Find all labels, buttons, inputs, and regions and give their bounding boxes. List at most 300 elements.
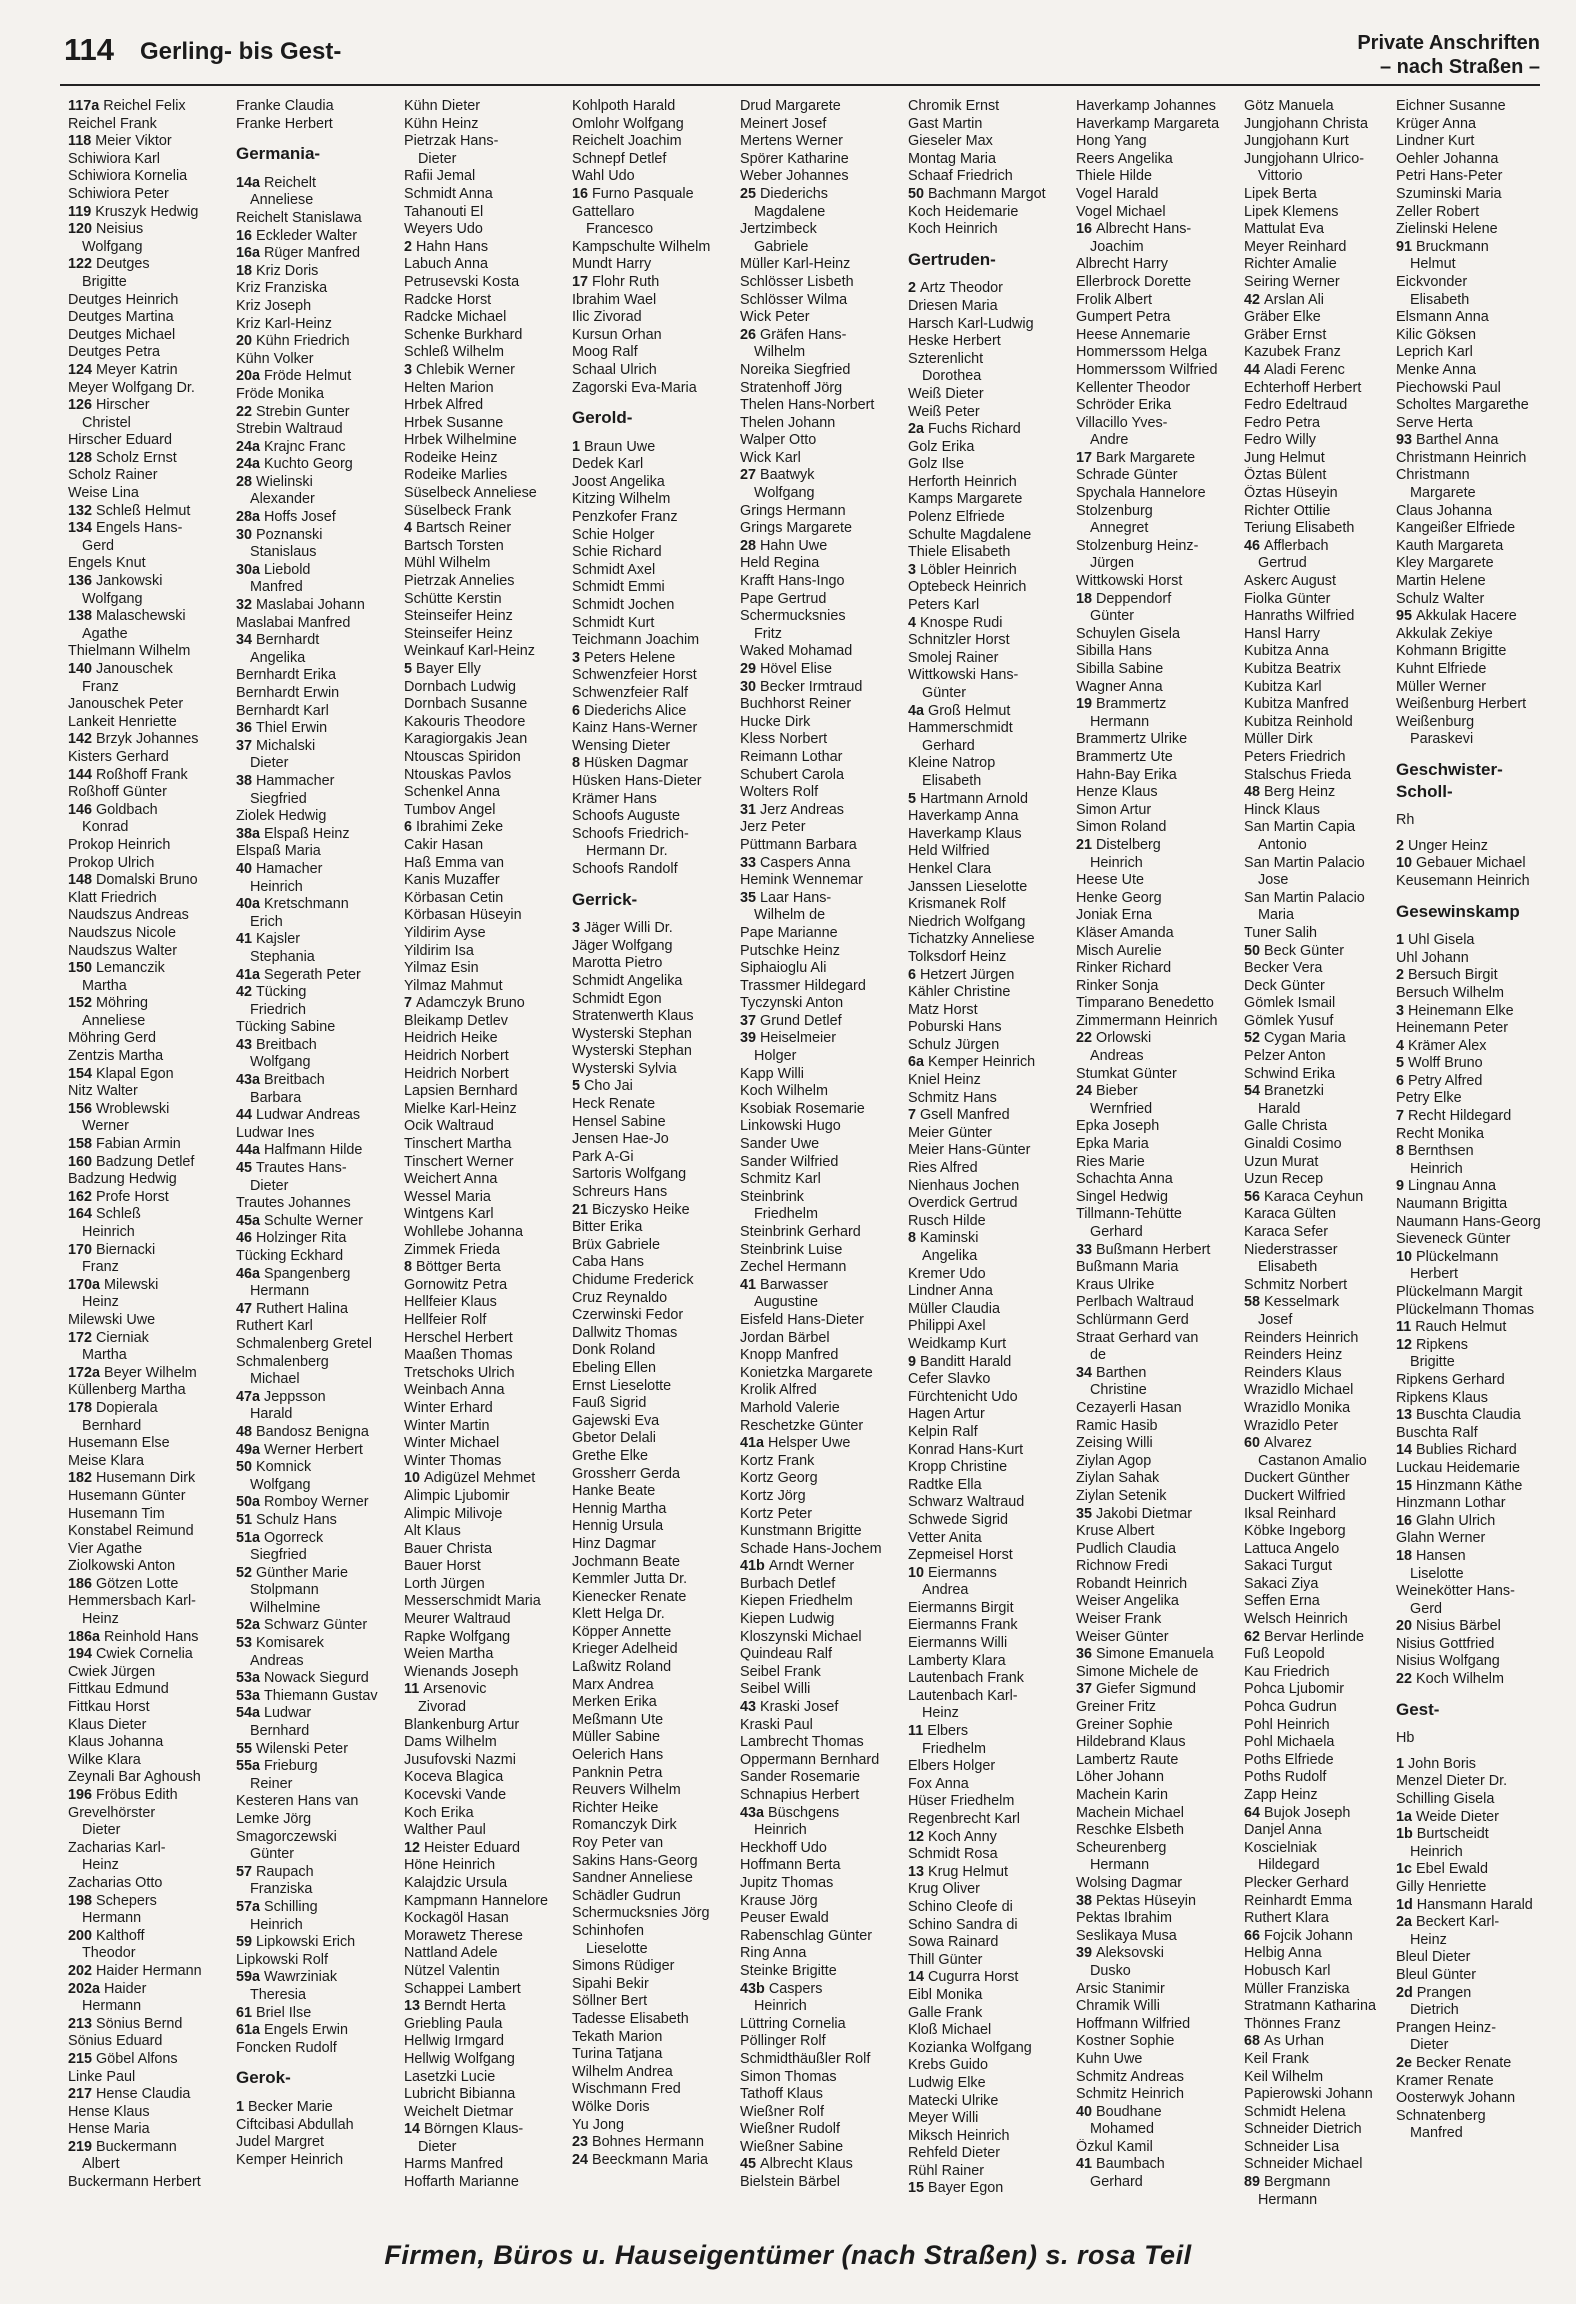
resident-entry: Kau Friedrich bbox=[1244, 1663, 1330, 1680]
house-number: 162 bbox=[68, 1188, 93, 1205]
house-number: 55 bbox=[236, 1740, 253, 1757]
resident-entry: 53 Komisarek bbox=[236, 1635, 324, 1652]
entry-continuation: Hermann bbox=[82, 1998, 142, 2015]
resident-entry: 38 Pektas Hüseyin bbox=[1076, 1892, 1196, 1909]
resident-entry: Heske Herbert bbox=[908, 333, 1001, 350]
house-number: 186 bbox=[68, 1575, 93, 1592]
resident-entry: Körbasan Hüseyin bbox=[404, 907, 522, 924]
resident-entry: Fedro Edeltraud bbox=[1244, 397, 1348, 414]
spacer bbox=[236, 2091, 408, 2099]
house-number: 37 bbox=[740, 1012, 757, 1029]
directory-column bbox=[404, 98, 576, 2208]
resident-entry: Simon Artur bbox=[1076, 801, 1152, 818]
resident-entry: 136 Jankowski bbox=[68, 573, 163, 590]
house-number: 3 bbox=[404, 361, 413, 378]
resident-entry: Schnepf Detlef bbox=[572, 150, 667, 167]
resident-entry: 18 Hansen bbox=[1396, 1547, 1466, 1564]
resident-entry: Brammertz Ute bbox=[1076, 748, 1173, 765]
entry-continuation: Manfred bbox=[250, 579, 303, 596]
resident-entry: Seiring Werner bbox=[1244, 273, 1340, 290]
house-number: 196 bbox=[68, 1787, 93, 1803]
house-number: 22 bbox=[1076, 1030, 1093, 1047]
resident-entry: 146 Goldbach bbox=[68, 801, 158, 818]
resident-entry: Haverkamp Anna bbox=[908, 808, 1019, 825]
resident-entry: Zechel Hermann bbox=[740, 1259, 847, 1276]
resident-entry: 16a Rüger Manfred bbox=[236, 245, 361, 262]
resident-entry: 27 Baatwyk bbox=[740, 467, 815, 484]
house-number: 30 bbox=[740, 678, 757, 695]
house-number: 15 bbox=[1396, 1477, 1413, 1494]
resident-entry: Dornbach Ludwig bbox=[404, 678, 516, 695]
section-subtitle: – nach Straßen – bbox=[1379, 56, 1540, 78]
resident-entry: Schermucksnies bbox=[740, 608, 846, 625]
resident-entry: Kremer Udo bbox=[908, 1265, 986, 1282]
resident-entry: 40a Kretschmann bbox=[236, 896, 349, 913]
page-header bbox=[60, 28, 1540, 84]
house-number: 202 bbox=[68, 1962, 93, 1979]
resident-entry: Uhl Johann bbox=[1396, 949, 1469, 966]
house-number: 51a bbox=[236, 1529, 261, 1546]
resident-entry: Wysterski Stephan bbox=[572, 1025, 692, 1042]
house-number: 6 bbox=[404, 819, 413, 836]
resident-entry: Menzel Dieter Dr. bbox=[1396, 1773, 1508, 1790]
entry-continuation: Bernhard bbox=[250, 1723, 310, 1740]
resident-entry: Fiolka Günter bbox=[1244, 590, 1331, 607]
resident-entry: Badzung Hedwig bbox=[68, 1171, 177, 1188]
resident-entry: Glahn Werner bbox=[1396, 1530, 1486, 1547]
resident-entry: Lipek Klemens bbox=[1244, 203, 1339, 220]
resident-entry: Schmidt Kurt bbox=[572, 614, 655, 631]
resident-entry: 1 Uhl Gisela bbox=[1396, 932, 1475, 949]
resident-entry: Weinbach Anna bbox=[404, 1382, 505, 1399]
house-number: 48 bbox=[1244, 784, 1261, 801]
resident-entry: Turina Tatjana bbox=[572, 2046, 663, 2063]
resident-entry: Wienands Joseph bbox=[404, 1663, 519, 1680]
resident-entry: Grevelhörster bbox=[68, 1804, 156, 1821]
resident-entry: Kuhnt Elfriede bbox=[1396, 661, 1487, 677]
spacer bbox=[1396, 749, 1544, 757]
resident-entry: Harms Manfred bbox=[404, 2156, 504, 2173]
resident-entry: Tinschert Martha bbox=[404, 1136, 512, 1153]
resident-entry: 66 Fojcik Johann bbox=[1244, 1927, 1353, 1944]
resident-entry: Bleul Günter bbox=[1396, 1966, 1476, 1983]
entry-continuation: Wolfgang bbox=[250, 1054, 311, 1071]
house-number: 156 bbox=[68, 1100, 93, 1117]
resident-entry: Süselbeck Frank bbox=[404, 502, 512, 519]
resident-entry: Krug Oliver bbox=[908, 1881, 980, 1898]
resident-entry: 142 Brzyk Johannes bbox=[68, 731, 199, 748]
resident-entry: 21 Biczysko Heike bbox=[572, 1201, 690, 1218]
resident-entry: 29 Hövel Elise bbox=[740, 661, 832, 677]
house-number: 27 bbox=[740, 467, 757, 484]
resident-entry: Sartoris Wolfgang bbox=[572, 1166, 687, 1183]
resident-entry: 36 Thiel Erwin bbox=[236, 720, 328, 737]
resident-entry: Echterhoff Herbert bbox=[1244, 379, 1362, 396]
section-title: Private Anschriften bbox=[1357, 32, 1540, 54]
resident-entry: Kühn Heinz bbox=[404, 115, 479, 132]
resident-entry: Deutges Petra bbox=[68, 344, 160, 361]
resident-entry: Meurer Waltraud bbox=[404, 1611, 511, 1628]
resident-entry: Kubitza Reinhold bbox=[1244, 713, 1353, 730]
resident-entry: Pudlich Claudia bbox=[1076, 1540, 1176, 1557]
resident-entry: Weidkamp Kurt bbox=[908, 1335, 1007, 1352]
spacer bbox=[1396, 804, 1544, 812]
resident-entry: Akkulak Zekiye bbox=[1396, 625, 1493, 642]
resident-entry: Petri Hans-Peter bbox=[1396, 168, 1503, 185]
resident-entry: Weichelt Dietmar bbox=[404, 2103, 514, 2120]
resident-entry: Schröder Erika bbox=[1076, 397, 1172, 414]
resident-entry: 44 Aladi Ferenc bbox=[1244, 361, 1345, 378]
resident-entry: Tichatzky Anneliese bbox=[908, 931, 1035, 948]
resident-entry: Singel Hedwig bbox=[1076, 1188, 1168, 1205]
resident-entry: Walther Paul bbox=[404, 1822, 486, 1839]
resident-entry: Schwarz Waltraud bbox=[908, 1494, 1025, 1511]
resident-entry: Ramic Hasib bbox=[1076, 1417, 1158, 1434]
house-number: 1b bbox=[1396, 1826, 1413, 1843]
resident-entry: Weinkauf Karl-Heinz bbox=[404, 643, 535, 660]
footer-note: Firmen, Büros u. Hauseigentümer (nach Straßen) s. rosa Teil bbox=[384, 2240, 1192, 2270]
entry-continuation: Siegfried bbox=[250, 790, 307, 807]
resident-entry: Wolsing Dagmar bbox=[1076, 1874, 1183, 1891]
resident-entry: Ripkens Gerhard bbox=[1396, 1371, 1505, 1388]
resident-entry: Sakins Hans-Georg bbox=[572, 1852, 698, 1869]
resident-entry: 20 Nisius Bärbel bbox=[1396, 1618, 1501, 1635]
entry-continuation: Siegfried bbox=[250, 1547, 307, 1564]
resident-entry: 57a Schilling bbox=[236, 1898, 318, 1915]
resident-entry: Köbke Ingeborg bbox=[1244, 1523, 1346, 1540]
resident-entry: Schmitz Hans bbox=[908, 1089, 997, 1106]
house-number: 20 bbox=[236, 333, 253, 350]
resident-entry: Hanke Beate bbox=[572, 1483, 656, 1500]
resident-entry: Niederstrasser bbox=[1244, 1241, 1338, 1258]
resident-entry: Vetter Anita bbox=[908, 1529, 982, 1546]
resident-entry: Tolksdorf Heinz bbox=[908, 948, 1007, 965]
house-number: 22 bbox=[1396, 1671, 1413, 1688]
resident-entry: Heidrich Norbert bbox=[404, 1048, 509, 1065]
house-number: 54 bbox=[1244, 1083, 1261, 1100]
house-number: 28a bbox=[236, 509, 261, 526]
resident-entry: Maslabai Manfred bbox=[236, 614, 351, 631]
resident-entry: Pietrzak Annelies bbox=[404, 573, 515, 590]
resident-entry: Askerc August bbox=[1244, 573, 1336, 590]
house-number: 2a bbox=[1396, 1914, 1413, 1931]
resident-entry: Rusch Hilde bbox=[908, 1212, 986, 1229]
resident-entry: 160 Badzung Detlef bbox=[68, 1153, 195, 1170]
resident-entry: Laßwitz Roland bbox=[572, 1659, 672, 1676]
resident-entry: Heidrich Heike bbox=[404, 1030, 498, 1047]
resident-entry: 198 Schepers bbox=[68, 1892, 157, 1909]
resident-entry: 36 Simone Emanuela bbox=[1076, 1646, 1214, 1663]
house-number: 43a bbox=[236, 1072, 261, 1089]
resident-entry: Weien Martha bbox=[404, 1646, 494, 1663]
resident-entry: 1d Hansmann Harald bbox=[1396, 1896, 1533, 1913]
resident-entry: Grings Margarete bbox=[740, 520, 852, 537]
resident-entry: Pape Marianne bbox=[740, 924, 838, 941]
house-number: 2e bbox=[1396, 2054, 1413, 2071]
resident-entry: Kohlpoth Harald bbox=[572, 98, 676, 114]
house-number: 8 bbox=[908, 1230, 917, 1247]
page-number: 114 bbox=[64, 32, 115, 67]
resident-entry: Kienecker Renate bbox=[572, 1588, 687, 1605]
resident-entry: 202a Haider bbox=[68, 1980, 147, 1997]
resident-entry: Schoofs Friedrich- bbox=[572, 825, 689, 842]
resident-entry: 5 Cho Jai bbox=[572, 1078, 633, 1095]
resident-entry: Schiwiora Peter bbox=[68, 185, 169, 202]
house-number: 148 bbox=[68, 872, 93, 889]
resident-entry: Krismanek Rolf bbox=[908, 896, 1006, 913]
entry-continuation: Martha bbox=[82, 977, 127, 994]
resident-entry: Schie Richard bbox=[572, 544, 662, 561]
resident-entry: Schoofs Randolf bbox=[572, 860, 678, 877]
resident-entry: Heese Annemarie bbox=[1076, 326, 1191, 343]
resident-entry: 1a Weide Dieter bbox=[1396, 1808, 1499, 1825]
resident-entry: Naumann Brigitta bbox=[1396, 1196, 1508, 1213]
resident-entry: Schnitzler Horst bbox=[908, 632, 1010, 649]
resident-entry: Dallwitz Thomas bbox=[572, 1324, 678, 1341]
house-number: 16 bbox=[1076, 221, 1093, 238]
house-number: 29 bbox=[740, 661, 757, 677]
resident-entry: Schulz Jürgen bbox=[908, 1036, 1000, 1053]
resident-entry: Hagen Artur bbox=[908, 1406, 985, 1423]
entry-continuation: Günter bbox=[922, 685, 966, 701]
house-number: 1 bbox=[236, 2098, 245, 2115]
spacer bbox=[1396, 1722, 1544, 1730]
resident-entry: Schleß Wilhelm bbox=[404, 344, 504, 361]
resident-entry: Lindner Kurt bbox=[1396, 133, 1475, 150]
entry-continuation: Barbara bbox=[250, 1089, 302, 1106]
house-number: 45a bbox=[236, 1212, 261, 1229]
resident-entry: 52 Günther Marie bbox=[236, 1564, 348, 1581]
resident-entry: Pektas Ibrahim bbox=[1076, 1910, 1172, 1927]
resident-entry: 14 Bublies Richard bbox=[1396, 1442, 1517, 1459]
resident-entry: Schneider Dietrich bbox=[1244, 2121, 1362, 2138]
house-number: 50a bbox=[236, 1494, 261, 1511]
resident-entry: 3 Löbler Heinrich bbox=[908, 561, 1017, 578]
resident-entry: Hemmersbach Karl- bbox=[68, 1593, 196, 1610]
resident-entry: Prangen Heinz- bbox=[1396, 2019, 1496, 2036]
resident-entry: 2d Prangen bbox=[1396, 1984, 1472, 2001]
resident-entry: Christmann bbox=[1396, 467, 1470, 484]
resident-entry: 40 Boudhane bbox=[1076, 2103, 1162, 2120]
spacer bbox=[572, 879, 744, 887]
resident-entry: Hobusch Karl bbox=[1244, 1962, 1331, 1979]
house-number: 3 bbox=[572, 649, 581, 666]
resident-entry: Möhring Gerd bbox=[68, 1030, 156, 1047]
resident-entry: 4 Krämer Alex bbox=[1396, 1037, 1487, 1054]
resident-entry: Reers Angelika bbox=[1076, 150, 1173, 167]
resident-entry: 26 Gräfen Hans- bbox=[740, 326, 847, 343]
resident-entry: Trassmer Hildegard bbox=[740, 977, 866, 994]
resident-entry: Szterenlicht bbox=[908, 350, 984, 367]
entry-continuation: Wernfried bbox=[1090, 1100, 1153, 1117]
house-number: 62 bbox=[1244, 1628, 1261, 1645]
resident-entry: Held Regina bbox=[740, 555, 820, 572]
resident-entry: Rehfeld Dieter bbox=[908, 2145, 1000, 2162]
resident-entry: Tadesse Elisabeth bbox=[572, 2010, 689, 2027]
entry-continuation: Günter bbox=[250, 1846, 294, 1863]
resident-entry: Sibilla Hans bbox=[1076, 643, 1152, 660]
resident-entry: Kesteren Hans van bbox=[236, 1793, 359, 1810]
entry-continuation: Augustine bbox=[754, 1294, 819, 1311]
resident-entry: Pohl Heinrich bbox=[1244, 1716, 1330, 1733]
resident-entry: 12 Heister Eduard bbox=[404, 1839, 521, 1856]
resident-entry: 62 Bervar Herlinde bbox=[1244, 1628, 1364, 1645]
house-number: 2 bbox=[1396, 967, 1405, 984]
resident-entry: Held Wilfried bbox=[908, 843, 990, 860]
resident-entry: Chramik Willi bbox=[1076, 1998, 1160, 2015]
directory-column bbox=[236, 98, 408, 2208]
resident-entry: Zacharias Karl- bbox=[68, 1839, 166, 1856]
resident-entry: Konietzka Margarete bbox=[740, 1364, 873, 1381]
house-number: 49a bbox=[236, 1441, 261, 1458]
resident-entry: Fauß Sigrid bbox=[572, 1395, 647, 1412]
house-number: 52 bbox=[236, 1564, 253, 1581]
house-number: 21 bbox=[572, 1201, 589, 1218]
resident-entry: Alimpic Ljubomir bbox=[404, 1487, 510, 1504]
resident-entry: Wießner Sabine bbox=[740, 2138, 844, 2155]
resident-entry: Franke Claudia bbox=[236, 98, 334, 114]
house-number: 50 bbox=[236, 1459, 253, 1476]
house-number: 12 bbox=[404, 1839, 421, 1856]
entry-continuation: Dieter bbox=[418, 150, 457, 167]
resident-entry: Weyers Udo bbox=[404, 221, 483, 238]
resident-entry: Kunstmann Brigitte bbox=[740, 1523, 862, 1540]
resident-entry: Tinschert Werner bbox=[404, 1153, 514, 1170]
entry-continuation: Wilhelm de bbox=[754, 907, 826, 924]
resident-entry: Jochmann Beate bbox=[572, 1553, 681, 1570]
house-number: 18 bbox=[1076, 590, 1093, 607]
resident-entry: Griebling Paula bbox=[404, 2015, 503, 2032]
spacer bbox=[572, 431, 744, 439]
resident-entry: Hucke Dirk bbox=[740, 713, 811, 730]
resident-entry: Schulz Walter bbox=[1396, 590, 1485, 607]
entry-continuation: Maria bbox=[1258, 907, 1294, 924]
resident-entry: Tuner Salih bbox=[1244, 924, 1318, 941]
entry-continuation: Vittorio bbox=[1258, 168, 1303, 185]
entry-continuation: Heinrich bbox=[82, 1224, 135, 1240]
resident-entry: 43a Breitbach bbox=[236, 1072, 325, 1089]
resident-entry: Labuch Anna bbox=[404, 256, 489, 273]
resident-entry: Gräber Elke bbox=[1244, 309, 1321, 326]
resident-entry: Husemann Günter bbox=[68, 1487, 186, 1504]
house-number: 38a bbox=[236, 825, 261, 842]
resident-entry: 64 Bujok Joseph bbox=[1244, 1804, 1351, 1821]
house-number: 60 bbox=[1244, 1435, 1261, 1452]
house-number: 150 bbox=[68, 960, 93, 977]
resident-entry: Kisters Gerhard bbox=[68, 748, 169, 765]
house-number: 140 bbox=[68, 661, 93, 677]
resident-entry: Strebin Waltraud bbox=[236, 421, 343, 438]
entry-continuation: Dusko bbox=[1090, 1962, 1131, 1979]
resident-entry: Donk Roland bbox=[572, 1342, 656, 1359]
resident-entry: 35 Laar Hans- bbox=[740, 889, 832, 906]
resident-entry: Bleul Dieter bbox=[1396, 1949, 1471, 1966]
resident-entry: Rafii Jemal bbox=[404, 168, 476, 185]
resident-entry: Meyer Reinhard bbox=[1244, 238, 1347, 255]
resident-entry: 126 Hirscher bbox=[68, 397, 150, 414]
resident-entry: Hellfeier Rolf bbox=[404, 1311, 487, 1328]
entry-continuation: Hermann bbox=[1090, 713, 1150, 730]
entry-continuation: Heinrich bbox=[1090, 854, 1143, 871]
resident-entry: Wrazidlo Michael bbox=[1244, 1382, 1354, 1399]
house-number: 37 bbox=[1076, 1681, 1093, 1698]
resident-entry: 200 Kalthoff bbox=[68, 1927, 145, 1944]
resident-entry: 16 Albrecht Hans- bbox=[1076, 221, 1192, 238]
entry-continuation: Angelika bbox=[250, 649, 306, 666]
resident-entry: Meise Klara bbox=[68, 1452, 144, 1469]
resident-entry: Oosterwyk Johann bbox=[1396, 2090, 1516, 2107]
resident-entry: Yilmaz Esin bbox=[404, 960, 479, 977]
resident-entry: 89 Bergmann bbox=[1244, 2174, 1331, 2191]
resident-entry: Krause Jörg bbox=[740, 1892, 818, 1909]
resident-entry: Deck Günter bbox=[1244, 977, 1325, 994]
resident-entry: Heck Renate bbox=[572, 1096, 656, 1113]
resident-entry: Cwiek Jürgen bbox=[68, 1663, 156, 1680]
resident-entry: Naudszus Nicole bbox=[68, 924, 176, 941]
resident-entry: Bielstein Bärbel bbox=[740, 2174, 840, 2191]
resident-entry: Kohmann Brigitte bbox=[1396, 643, 1507, 660]
resident-entry: Gräber Ernst bbox=[1244, 326, 1327, 343]
resident-entry: Naumann Hans-Georg bbox=[1396, 1213, 1541, 1230]
resident-entry: Richter Amalie bbox=[1244, 256, 1337, 273]
resident-entry: Epka Joseph bbox=[1076, 1118, 1160, 1135]
resident-entry: 186 Götzen Lotte bbox=[68, 1575, 179, 1592]
house-number: 8 bbox=[1396, 1143, 1405, 1160]
resident-entry: 4a Groß Helmut bbox=[908, 702, 1011, 719]
resident-entry: Müller Dirk bbox=[1244, 731, 1313, 748]
resident-entry: Keil Wilhelm bbox=[1244, 2068, 1324, 2085]
resident-entry: Wilhelm Andrea bbox=[572, 2063, 673, 2080]
resident-entry: 39 Aleksovski bbox=[1076, 1945, 1164, 1962]
resident-entry: Steinke Brigitte bbox=[740, 1962, 837, 1979]
resident-entry: Polenz Elfriede bbox=[908, 509, 1005, 526]
house-number: 14a bbox=[236, 174, 261, 191]
entry-continuation: Wolfgang bbox=[82, 238, 143, 255]
resident-entry: Fröde Monika bbox=[236, 385, 324, 402]
house-number: 10 bbox=[1396, 1248, 1413, 1265]
resident-entry: Kloszynski Michael bbox=[740, 1628, 862, 1645]
resident-entry: Ziylan Sahak bbox=[1076, 1470, 1160, 1487]
resident-entry: Schmidt Angelika bbox=[572, 972, 683, 989]
entry-continuation: Christel bbox=[82, 414, 131, 431]
resident-entry: Lindner Anna bbox=[908, 1283, 993, 1300]
resident-entry: 19 Brammertz bbox=[1076, 696, 1167, 713]
resident-entry: 25 Diederichs bbox=[740, 185, 828, 202]
resident-entry: Bauer Christa bbox=[404, 1540, 492, 1557]
resident-entry: Zapp Heinz bbox=[1244, 1787, 1318, 1803]
resident-entry: 55 Wilenski Peter bbox=[236, 1740, 348, 1757]
resident-entry: 6a Kemper Heinrich bbox=[908, 1054, 1036, 1071]
resident-entry: Brammertz Ulrike bbox=[1076, 731, 1188, 748]
house-number: 120 bbox=[68, 221, 93, 238]
resident-entry: Sibilla Sabine bbox=[1076, 661, 1164, 677]
resident-entry: Foncken Rudolf bbox=[236, 2039, 337, 2056]
house-number: 4a bbox=[908, 702, 925, 719]
resident-entry: 50a Romboy Werner bbox=[236, 1494, 369, 1511]
resident-entry: Schmidt Egon bbox=[572, 990, 662, 1007]
resident-entry: Meier Günter bbox=[908, 1124, 992, 1141]
resident-entry: Schwind Erika bbox=[1244, 1065, 1336, 1082]
resident-entry: Knopp Manfred bbox=[740, 1347, 839, 1364]
house-number: 2a bbox=[908, 421, 925, 438]
resident-entry: Plückelmann Thomas bbox=[1396, 1301, 1535, 1318]
resident-entry: Alimpic Milivoje bbox=[404, 1505, 503, 1522]
resident-entry: Driesen Maria bbox=[908, 297, 998, 314]
house-number: 66 bbox=[1244, 1927, 1261, 1944]
resident-entry: Karaca Gülten bbox=[1244, 1206, 1336, 1223]
entry-continuation: Fritz bbox=[754, 625, 782, 642]
entry-continuation: Antonio bbox=[1258, 836, 1307, 853]
